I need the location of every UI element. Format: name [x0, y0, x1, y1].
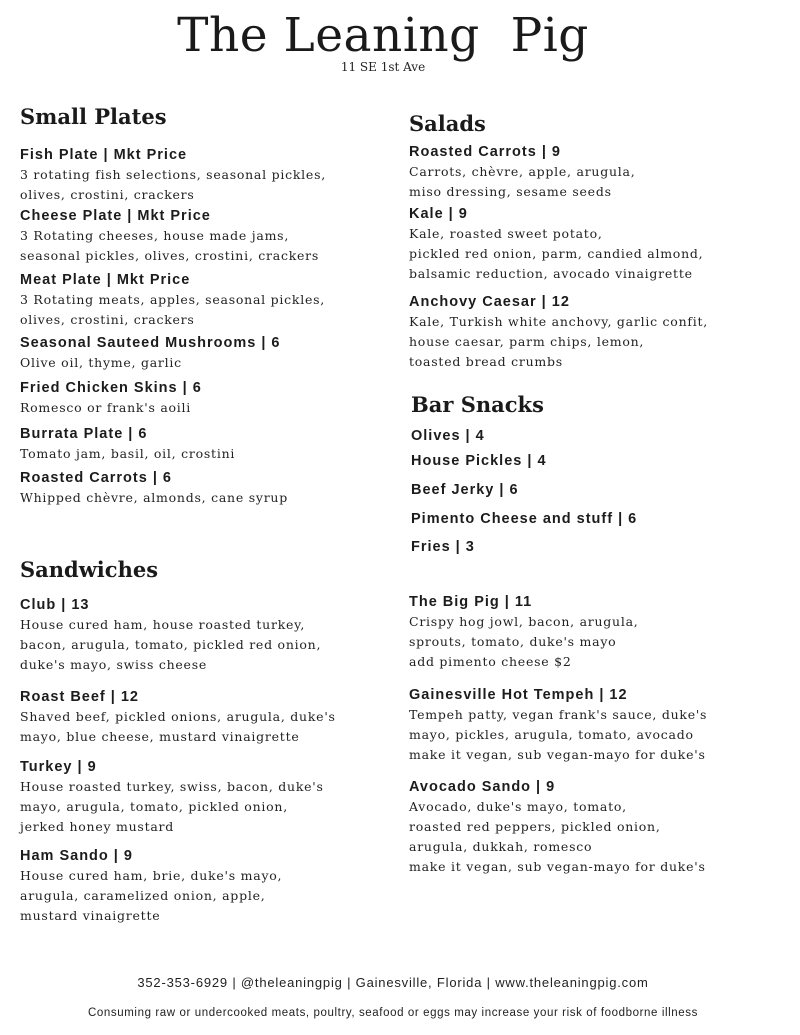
- menu-item: [411, 509, 771, 529]
- menu-item-description-line: House cured ham, house roasted turkey,: [20, 617, 306, 632]
- menu-item-description-line: Romesco or frank's aoili: [20, 400, 192, 415]
- menu-item-name: Avocado Sando | 9: [409, 779, 556, 795]
- menu-item-description-line: jerked honey mustard: [20, 819, 175, 834]
- menu-item-description-line: mayo, pickles, arugula, tomato, avocado: [409, 727, 694, 742]
- menu-item: [409, 777, 769, 877]
- menu-item-description-line: balsamic reduction, avocado vinaigrette: [409, 266, 693, 281]
- footer-contact-line: 352-353-6929 | @theleaningpig | Gainesville, Florida | www.theleaningpig.com: [137, 975, 649, 990]
- menu-item: [409, 592, 769, 672]
- menu-item-name: Cheese Plate | Mkt Price: [20, 208, 211, 224]
- menu-item-description-line: toasted bread crumbs: [409, 354, 563, 369]
- menu-item-description: [20, 615, 380, 675]
- menu-item: [20, 145, 380, 205]
- menu-item-description: [20, 444, 380, 464]
- menu-item-description-line: Kale, roasted sweet potato,: [409, 226, 603, 241]
- menu-item-name: The Big Pig | 11: [409, 594, 533, 610]
- menu-item: [411, 480, 771, 500]
- menu-item-description: [409, 224, 769, 284]
- menu-item-description: [409, 162, 769, 202]
- menu-item: [20, 468, 380, 508]
- menu-item-description-line: Kale, Turkish white anchovy, garlic confit,: [409, 314, 708, 329]
- menu-item: [20, 270, 380, 330]
- menu-item: [411, 426, 771, 446]
- menu-item-description-line: 3 Rotating meats, apples, seasonal pickles,: [20, 292, 325, 307]
- menu-item: [409, 142, 769, 202]
- section-heading-salads: Salads: [409, 111, 486, 136]
- menu-item-name: Ham Sando | 9: [20, 848, 133, 864]
- menu-item-name: Beef Jerky | 6: [411, 482, 519, 498]
- menu-item-name: Fries | 3: [411, 539, 475, 555]
- menu-item-description: [20, 488, 380, 508]
- menu-item-description: [20, 290, 380, 330]
- menu-item-description-line: Avocado, duke's mayo, tomato,: [409, 799, 627, 814]
- menu-item: [409, 685, 769, 765]
- menu-item: [20, 846, 380, 926]
- menu-item: [411, 537, 771, 557]
- menu-item-name: Kale | 9: [409, 206, 468, 222]
- menu-item-name: Pimento Cheese and stuff | 6: [411, 511, 638, 527]
- restaurant-address: 11 SE 1st Ave: [340, 60, 426, 74]
- menu-item-description: [409, 312, 769, 372]
- menu-item-name: Roasted Carrots | 9: [409, 144, 561, 160]
- menu-item: [411, 451, 771, 471]
- menu-item: [20, 206, 380, 266]
- menu-item-description-line: Shaved beef, pickled onions, arugula, duke's: [20, 709, 336, 724]
- menu-item-description: [20, 777, 380, 837]
- menu-item-name: Fish Plate | Mkt Price: [20, 147, 188, 163]
- menu-item-description-line: olives, crostini, crackers: [20, 187, 195, 202]
- menu-item-description-line: 3 rotating fish selections, seasonal pickles,: [20, 167, 326, 182]
- menu-item-name: Burrata Plate | 6: [20, 426, 148, 442]
- menu-item-description-line: olives, crostini, crackers: [20, 312, 195, 327]
- menu-item-description-line: Tomato jam, basil, oil, crostini: [20, 446, 236, 461]
- menu-item-description-line: Olive oil, thyme, garlic: [20, 355, 182, 370]
- menu-item-description-line: arugula, caramelized onion, apple,: [20, 888, 266, 903]
- menu-item-description: [20, 866, 380, 926]
- menu-item-description-line: bacon, arugula, tomato, pickled red onion,: [20, 637, 322, 652]
- menu-item-description-line: Crispy hog jowl, bacon, arugula,: [409, 614, 639, 629]
- menu-item: [409, 204, 769, 284]
- menu-item-description: [20, 165, 380, 205]
- footer-food-safety-warning: Consuming raw or undercooked meats, poultry, seafood or eggs may increase your risk of foodborne illness: [88, 1007, 698, 1019]
- menu-item-description: [20, 707, 380, 747]
- menu-item-description-line: add pimento cheese $2: [409, 654, 572, 669]
- menu-item-description: [20, 226, 380, 266]
- menu-item-description-line: House cured ham, brie, duke's mayo,: [20, 868, 283, 883]
- menu-item-description-line: pickled red onion, parm, candied almond,: [409, 246, 704, 261]
- menu-item: [20, 378, 380, 418]
- menu-item-description-line: mayo, blue cheese, mustard vinaigrette: [20, 729, 300, 744]
- menu-item-description-line: 3 Rotating cheeses, house made jams,: [20, 228, 290, 243]
- menu-item-description-line: House roasted turkey, swiss, bacon, duke's: [20, 779, 324, 794]
- menu-item-description-line: sprouts, tomato, duke's mayo: [409, 634, 617, 649]
- menu-item-description-line: make it vegan, sub vegan-mayo for duke's: [409, 859, 706, 874]
- menu-item-name: Roasted Carrots | 6: [20, 470, 172, 486]
- menu-item-description: [409, 797, 769, 877]
- menu-item-description-line: Carrots, chèvre, apple, arugula,: [409, 164, 636, 179]
- menu-item: [20, 424, 380, 464]
- section-heading-small-plates: Small Plates: [20, 104, 167, 129]
- menu-item-description-line: mustard vinaigrette: [20, 908, 161, 923]
- menu-item-name: Olives | 4: [411, 428, 485, 444]
- menu-item: [20, 333, 380, 373]
- menu-item-description-line: mayo, arugula, tomato, pickled onion,: [20, 799, 288, 814]
- menu-item-name: Fried Chicken Skins | 6: [20, 380, 202, 396]
- menu-item: [20, 687, 380, 747]
- menu-item-description-line: Tempeh patty, vegan frank's sauce, duke's: [409, 707, 708, 722]
- menu-item: [20, 595, 380, 675]
- menu-item-description-line: miso dressing, sesame seeds: [409, 184, 612, 199]
- menu-item-name: Roast Beef | 12: [20, 689, 139, 705]
- menu-item-description: [20, 398, 380, 418]
- menu-item-description: [409, 612, 769, 672]
- menu-item-name: Gainesville Hot Tempeh | 12: [409, 687, 628, 703]
- restaurant-title: The Leaning Pig: [177, 8, 589, 63]
- menu-item-description-line: seasonal pickles, olives, crostini, crackers: [20, 248, 320, 263]
- menu-item-description-line: Whipped chèvre, almonds, cane syrup: [20, 490, 288, 505]
- menu-item-description-line: roasted red peppers, pickled onion,: [409, 819, 661, 834]
- menu-item-description-line: duke's mayo, swiss cheese: [20, 657, 208, 672]
- menu-item-description: [409, 705, 769, 765]
- menu-item: [409, 292, 769, 372]
- menu-item-description: [20, 353, 380, 373]
- section-heading-bar-snacks: Bar Snacks: [411, 392, 544, 417]
- menu-item-name: Club | 13: [20, 597, 90, 613]
- menu-item-name: Meat Plate | Mkt Price: [20, 272, 191, 288]
- menu-item: [20, 757, 380, 837]
- menu-item-description-line: make it vegan, sub vegan-mayo for duke's: [409, 747, 706, 762]
- section-heading-sandwiches: Sandwiches: [20, 557, 159, 582]
- menu-item-description-line: house caesar, parm chips, lemon,: [409, 334, 645, 349]
- menu-item-name: House Pickles | 4: [411, 453, 547, 469]
- menu-item-name: Turkey | 9: [20, 759, 97, 775]
- menu-item-description-line: arugula, dukkah, romesco: [409, 839, 593, 854]
- menu-item-name: Anchovy Caesar | 12: [409, 294, 570, 310]
- menu-item-name: Seasonal Sauteed Mushrooms | 6: [20, 335, 281, 351]
